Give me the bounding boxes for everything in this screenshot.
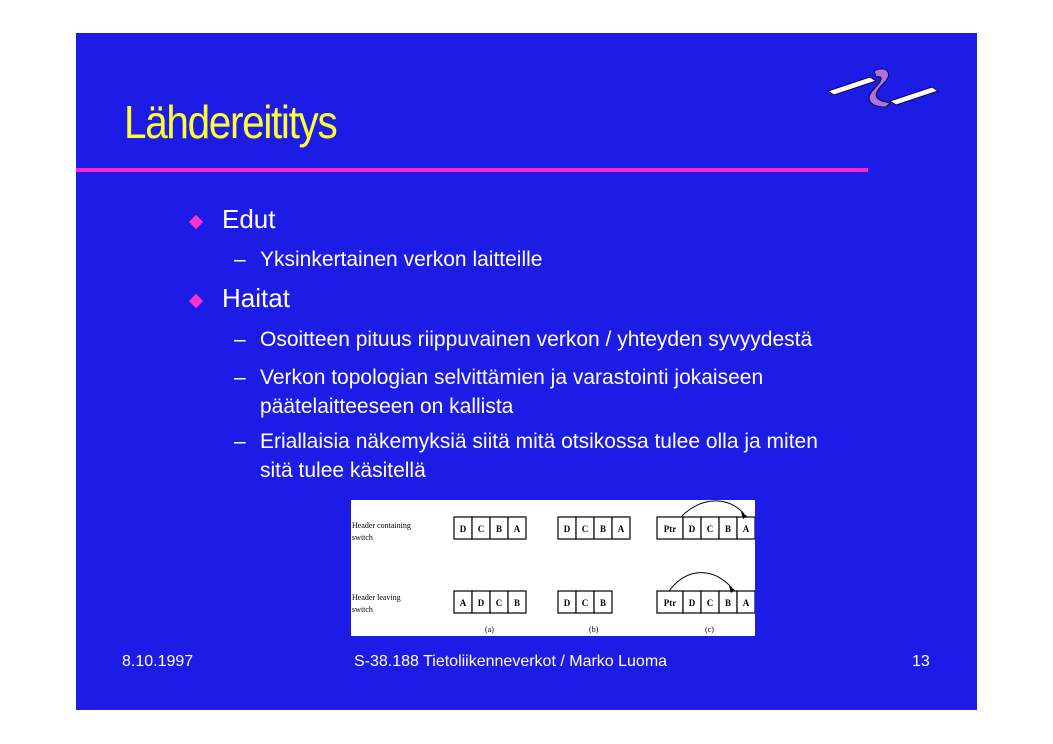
header-cell-label: A (617, 524, 625, 534)
dash: – (234, 328, 246, 351)
row-label-top: Header containing (352, 521, 411, 530)
footer-date: 8.10.1997 (122, 653, 194, 670)
diamond-bullet-icon (189, 215, 203, 229)
subitem-continuation: päätelaitteeseen on kallista (260, 395, 514, 418)
header-cell-label: A (742, 598, 750, 608)
slide (76, 33, 977, 710)
subitem-continuation: sitä tulee käsitellä (260, 459, 426, 482)
caption-a: (a) (485, 625, 494, 634)
title-underline (76, 168, 868, 172)
header-cell-label: Ptr (663, 524, 677, 534)
header-cell-label: C (706, 598, 714, 608)
header-cell-label: D (688, 598, 696, 608)
caption-c: (c) (705, 625, 714, 634)
header-cell-label: D (477, 598, 485, 608)
dash: – (234, 248, 246, 271)
row-label-bottom: Header leaving (352, 593, 401, 602)
header-cell-label: A (459, 598, 467, 608)
caption-b: (b) (589, 625, 599, 634)
header-cell-label: B (495, 524, 503, 534)
header-cell-label: B (724, 524, 732, 534)
bullet-edut: Edut (222, 204, 276, 234)
header-cell-label: B (599, 598, 607, 608)
header-cell-label: C (495, 598, 503, 608)
header-cell-label: D (688, 524, 696, 534)
bullet-haitat: Haitat (222, 283, 290, 313)
header-cell-label: Ptr (663, 598, 677, 608)
footer-course: S-38.188 Tietoliikenneverkot / Marko Luoma (354, 653, 668, 670)
header-cell-label: B (513, 598, 521, 608)
pointer-arc-bottom (669, 573, 732, 591)
figure-diagram (351, 500, 755, 636)
dash: – (234, 430, 246, 453)
row-label-top-2: switch (352, 533, 373, 542)
slide-title: Lähdereititys (124, 96, 337, 148)
header-cell-label: A (742, 524, 750, 534)
pointer-arc-top (681, 501, 744, 517)
footer-page-number: 13 (912, 653, 930, 670)
diamond-bullet-icon (189, 294, 203, 308)
header-cell-label: C (706, 524, 714, 534)
header-cell-label: A (513, 524, 521, 534)
subitem: Yksinkertainen verkon laitteille (260, 248, 543, 271)
row-label-bottom-2: switch (352, 605, 373, 614)
logo-icon (824, 61, 942, 111)
header-cell-label: C (581, 598, 589, 608)
subitem: Osoitteen pituus riippuvainen verkon / yhteyden syvyydestä (260, 328, 813, 351)
header-cell-label: C (477, 524, 485, 534)
dash: – (234, 366, 246, 389)
source-routing-figure (351, 500, 755, 636)
subitem: Verkon topologian selvittämien ja varastointi jokaiseen (260, 366, 764, 389)
header-cell-label: B (599, 524, 607, 534)
header-cell-label: D (563, 524, 571, 534)
header-cell-label: B (724, 598, 732, 608)
subitem: Eriallaisia näkemyksiä siitä mitä otsikossa tulee olla ja miten (260, 430, 818, 453)
header-cell-label: C (581, 524, 589, 534)
header-cell-label: D (459, 524, 467, 534)
header-cell-label: D (563, 598, 571, 608)
